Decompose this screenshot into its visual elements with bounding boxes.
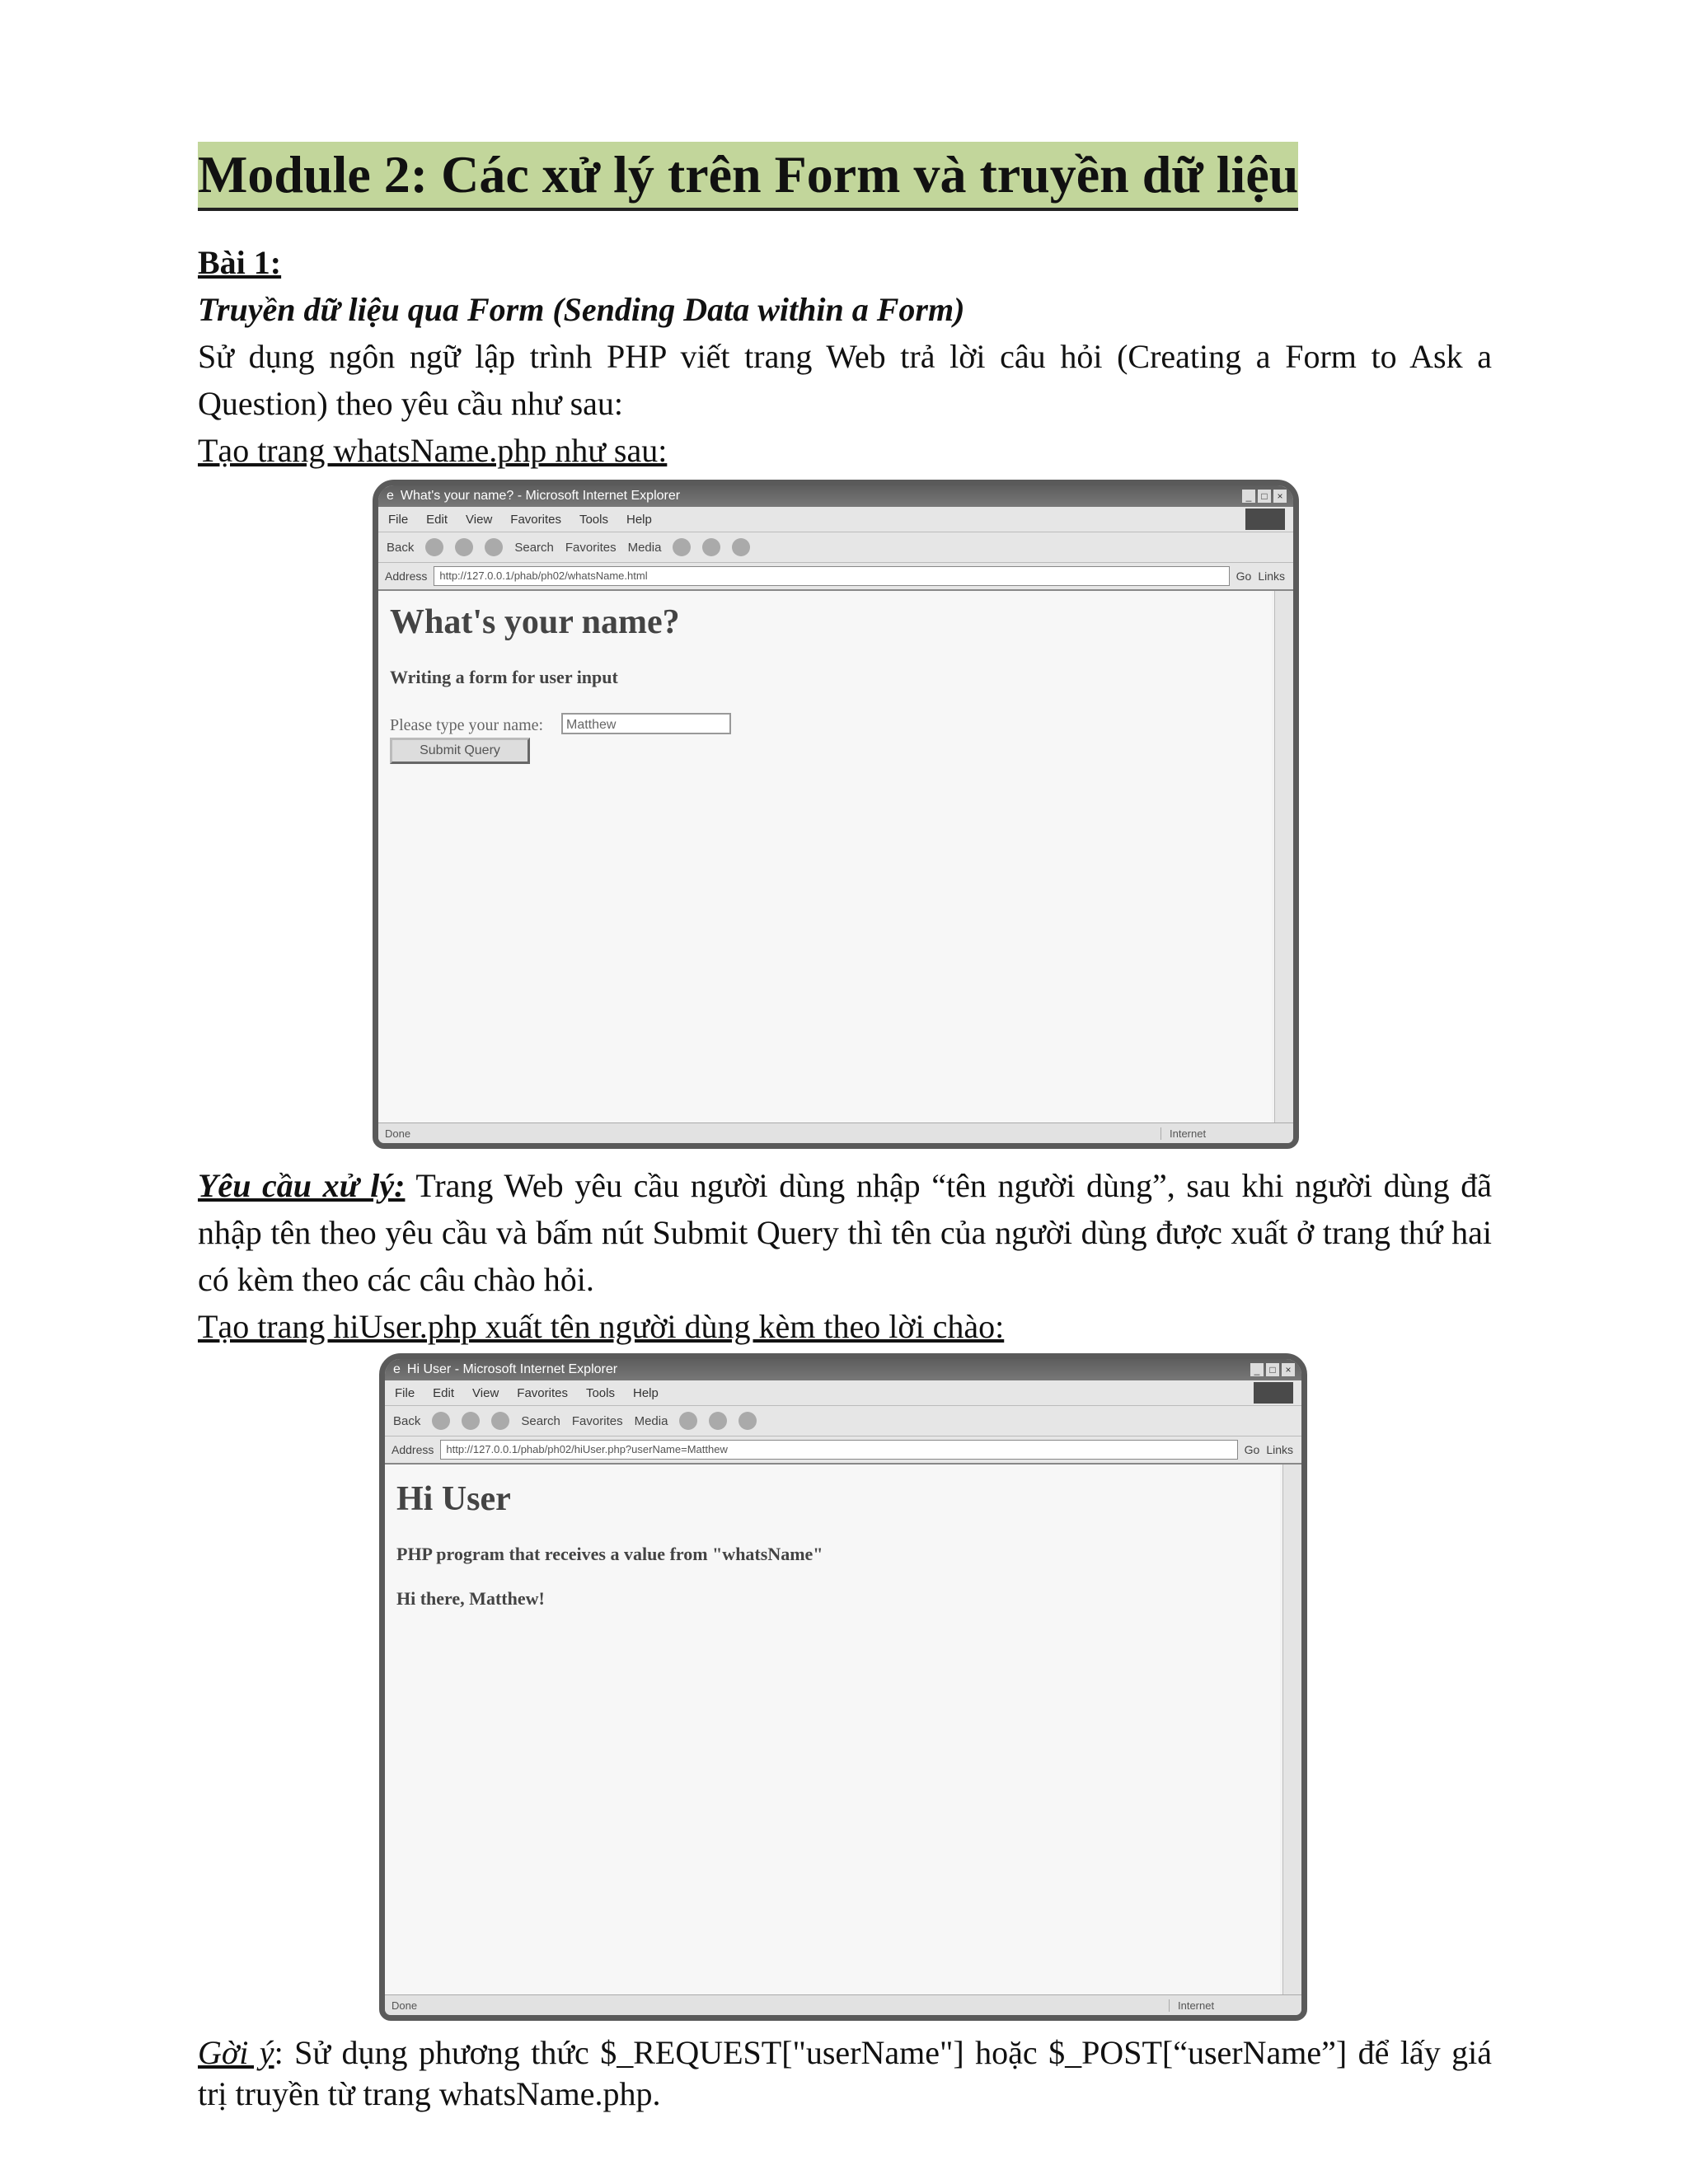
window-titlebar: [378, 485, 1293, 507]
favorites-button[interactable]: Favorites: [571, 1413, 623, 1428]
vertical-scrollbar[interactable]: [1274, 591, 1293, 1123]
go-button[interactable]: Go: [1244, 1443, 1260, 1456]
status-text: Done: [385, 1127, 411, 1140]
url-field[interactable]: http://127.0.0.1/phab/ph02/whatsName.html: [434, 566, 1229, 586]
back-button[interactable]: Back: [387, 540, 415, 555]
stop-icon[interactable]: [425, 538, 443, 556]
menu-tools[interactable]: Tools: [579, 512, 608, 527]
search-button[interactable]: Search: [514, 540, 554, 555]
name-field-label: Please type your name:: [390, 716, 544, 734]
history-icon[interactable]: [673, 538, 691, 556]
status-zone: Internet: [1160, 1127, 1260, 1140]
browser-screenshot-hiuser: [379, 1353, 1307, 2021]
media-button[interactable]: Media: [634, 1413, 668, 1428]
minimize-icon[interactable]: _: [1242, 490, 1255, 503]
menu-favorites[interactable]: Favorites: [517, 1385, 568, 1400]
address-bar: [385, 1436, 1301, 1465]
url-field[interactable]: http://127.0.0.1/phab/ph02/hiUser.php?userName=Matthew: [440, 1440, 1237, 1460]
intro-paragraph: Sử dụng ngôn ngữ lập trình PHP viết trang Web trả lời câu hỏi (Creating a Form to Ask a Question) theo yêu cầu như sau:: [198, 338, 1492, 422]
module-title: Module 2: Các xử lý trên Form và truyền dữ liệu: [198, 142, 1298, 211]
home-icon[interactable]: [491, 1412, 509, 1430]
hint-text: : Sử dụng phương thức $_REQUEST["userName"] hoặc $_POST[“userName”] để lấy giá trị truyền từ trang whatsName.php.: [198, 2034, 1493, 2112]
address-bar: [378, 563, 1293, 591]
menu-help[interactable]: Help: [626, 512, 652, 527]
refresh-icon[interactable]: [455, 538, 473, 556]
menu-file[interactable]: File: [388, 512, 409, 527]
menu-file[interactable]: File: [395, 1385, 415, 1400]
window-title: Hi User - Microsoft Internet Explorer: [406, 1362, 618, 1376]
page-heading: What's your name?: [390, 603, 680, 641]
step2-text: Tạo trang hiUser.php xuất tên người dùng kèm theo lời chào:: [198, 1308, 1005, 1345]
status-text: Done: [392, 1999, 418, 2012]
status-bar: [378, 1122, 1293, 1143]
step1-text: Tạo trang whatsName.php như sau:: [198, 432, 668, 469]
menu-view[interactable]: View: [466, 512, 493, 527]
ie-icon: e: [387, 489, 394, 503]
menu-edit[interactable]: Edit: [433, 1385, 455, 1400]
maximize-icon[interactable]: □: [1258, 490, 1271, 503]
home-icon[interactable]: [485, 538, 503, 556]
windows-logo-icon: [1245, 509, 1285, 530]
window-titlebar: [385, 1359, 1301, 1380]
page-content: [378, 591, 1272, 1123]
vertical-scrollbar[interactable]: [1282, 1465, 1301, 1995]
address-label: Address: [392, 1443, 434, 1456]
go-button[interactable]: Go: [1236, 569, 1252, 583]
name-input[interactable]: Matthew: [561, 713, 731, 734]
status-bar: [385, 1994, 1301, 2015]
mail-icon[interactable]: [709, 1412, 727, 1430]
exercise-label: Bài 1:: [198, 244, 282, 281]
page-subheading: Writing a form for user input: [390, 667, 618, 687]
favorites-button[interactable]: Favorites: [565, 540, 617, 555]
page-content: [385, 1465, 1280, 1995]
windows-logo-icon: [1254, 1382, 1293, 1404]
menu-bar: [385, 1380, 1301, 1406]
close-icon[interactable]: ×: [1273, 490, 1287, 503]
links-button[interactable]: Links: [1266, 1443, 1293, 1456]
search-button[interactable]: Search: [521, 1413, 560, 1428]
requirement-paragraph: [198, 1162, 1492, 1303]
status-zone: Internet: [1169, 1999, 1268, 2012]
hint-paragraph: [198, 2032, 1492, 2115]
browser-toolbar: [378, 532, 1293, 563]
ie-icon: e: [393, 1362, 401, 1376]
refresh-icon[interactable]: [462, 1412, 480, 1430]
submit-query-button[interactable]: Submit Query: [390, 738, 530, 764]
greeting-text: Hi there, Matthew!: [396, 1588, 545, 1609]
menu-help[interactable]: Help: [633, 1385, 659, 1400]
minimize-icon[interactable]: _: [1250, 1363, 1264, 1376]
menu-bar: [378, 507, 1293, 532]
close-icon[interactable]: ×: [1282, 1363, 1295, 1376]
stop-icon[interactable]: [432, 1412, 450, 1430]
window-controls: [1242, 490, 1287, 503]
maximize-icon[interactable]: □: [1266, 1363, 1279, 1376]
exercise-subtitle: Truyền dữ liệu qua Form (Sending Data within a Form): [198, 291, 965, 328]
window-title: What's your name? - Microsoft Internet Explorer: [400, 489, 681, 503]
page-heading: Hi User: [396, 1480, 511, 1518]
address-label: Address: [385, 569, 428, 583]
requirement-label: Yêu cầu xử lý:: [198, 1167, 406, 1204]
history-icon[interactable]: [679, 1412, 697, 1430]
links-button[interactable]: Links: [1258, 569, 1285, 583]
browser-screenshot-whatsname: [373, 480, 1299, 1149]
menu-tools[interactable]: Tools: [585, 1385, 615, 1400]
menu-favorites[interactable]: Favorites: [510, 512, 561, 527]
back-button[interactable]: Back: [393, 1413, 421, 1428]
print-icon[interactable]: [738, 1412, 757, 1430]
mail-icon[interactable]: [702, 538, 720, 556]
print-icon[interactable]: [732, 538, 750, 556]
menu-edit[interactable]: Edit: [426, 512, 448, 527]
menu-view[interactable]: View: [472, 1385, 499, 1400]
media-button[interactable]: Media: [627, 540, 662, 555]
hint-label: Gời ý: [198, 2034, 274, 2071]
window-controls: [1250, 1363, 1295, 1376]
requirement-text: Trang Web yêu cầu người dùng nhập “tên người dùng”, sau khi người dùng đã nhập tên theo yêu cầu và bấm nút Submit Query thì tên của người dùng được xuất ở trang thứ hai có kèm theo các câu chào hỏi.: [198, 1167, 1493, 1298]
browser-toolbar: [385, 1406, 1301, 1436]
page-subheading: PHP program that receives a value from "whatsName": [396, 1544, 823, 1564]
